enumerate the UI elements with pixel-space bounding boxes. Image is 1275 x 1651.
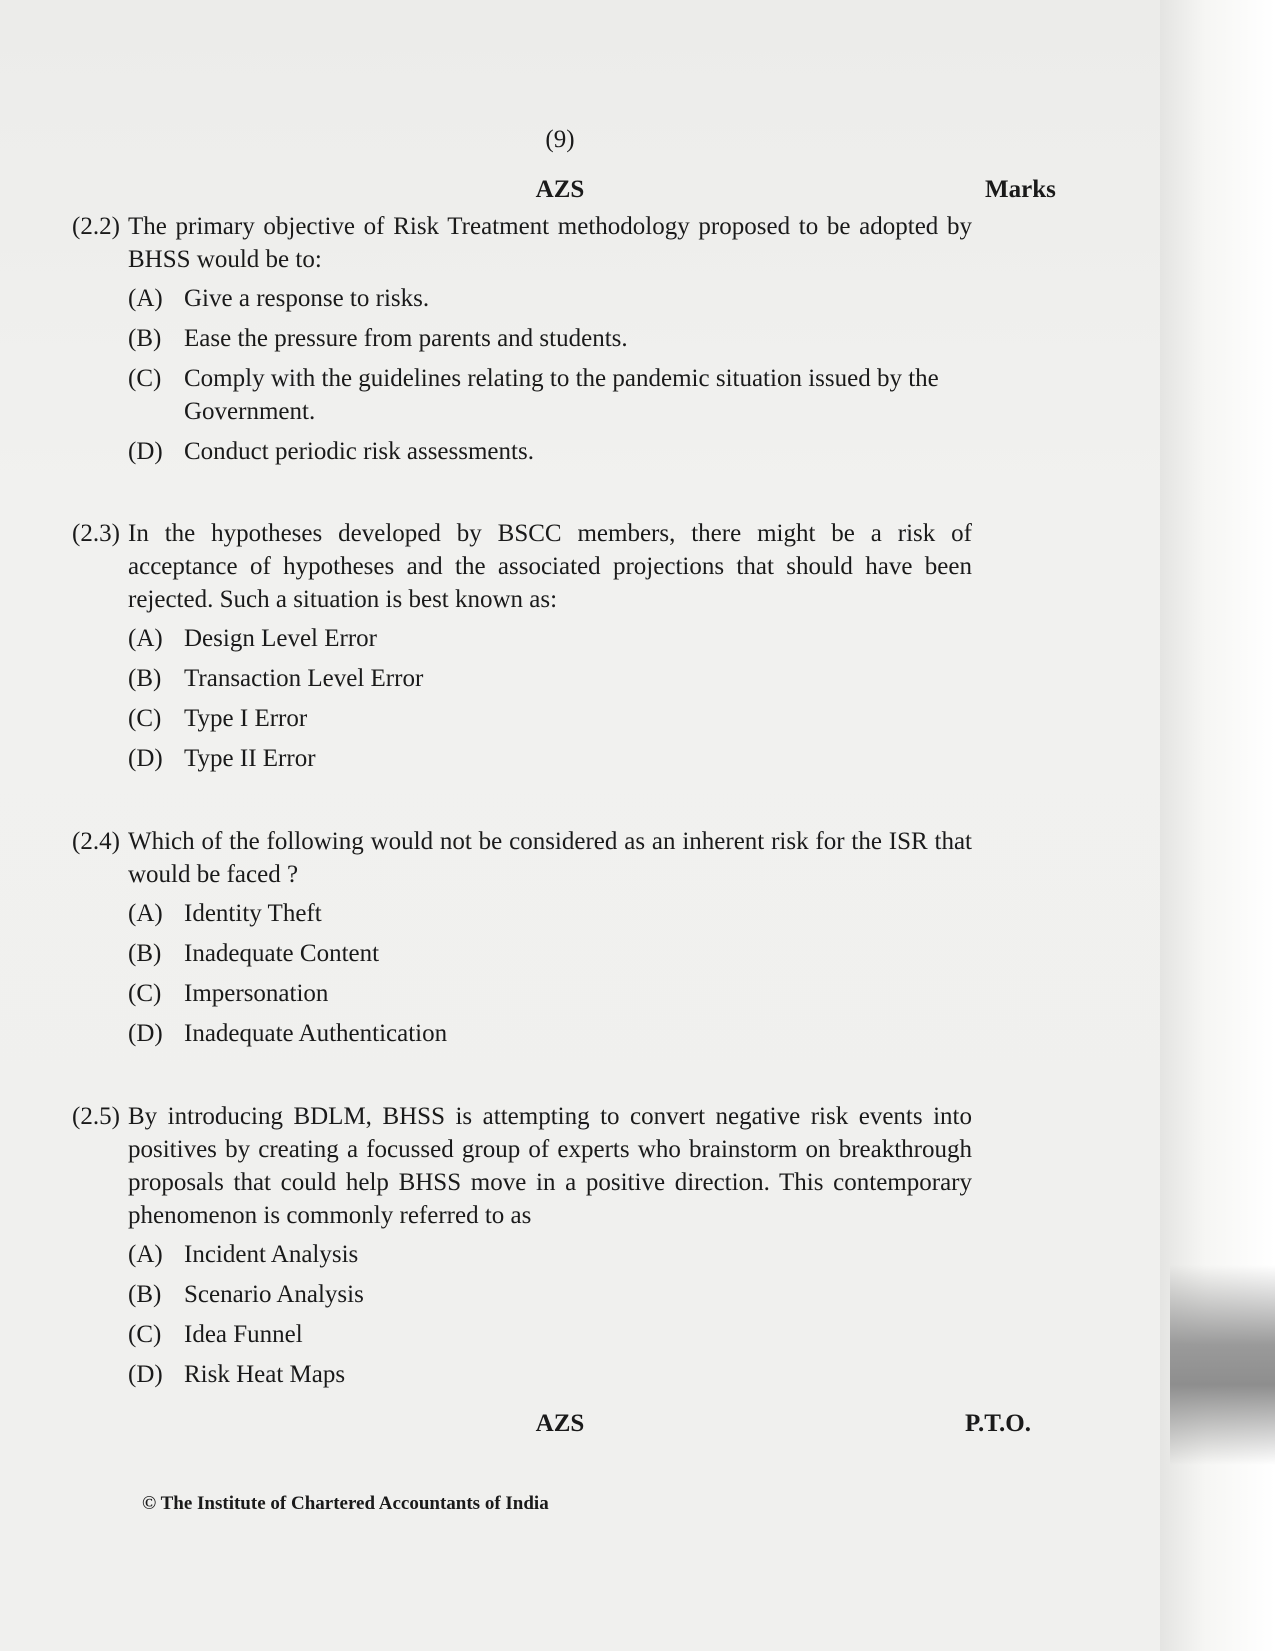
option-text: Scenario Analysis (184, 1281, 364, 1308)
question-number: (2.3) (72, 520, 120, 547)
question-number: (2.2) (72, 213, 120, 240)
option-text: Identity Theft (184, 900, 322, 927)
option-label: (A) (128, 285, 163, 312)
page-number: (9) (545, 126, 575, 153)
option-label: (D) (128, 1020, 163, 1047)
option-text: Comply with the guidelines relating to the pandemic situation issued by the Government. (184, 365, 939, 425)
option-label: (D) (128, 1361, 163, 1388)
option-a (128, 1238, 972, 1271)
copyright-notice: © The Institute of Chartered Accountants of India (142, 1493, 549, 1514)
option-a (128, 282, 972, 315)
option-text: Conduct periodic risk assessments. (184, 438, 534, 465)
option-text: Risk Heat Maps (184, 1361, 346, 1388)
question-number: (2.4) (72, 828, 120, 855)
option-text: Incident Analysis (184, 1241, 359, 1268)
option-d (128, 1358, 972, 1391)
option-label: (B) (128, 665, 162, 692)
option-label: (B) (128, 325, 162, 352)
question-2-2 (72, 210, 972, 475)
scan-shadow (1170, 1265, 1275, 1465)
option-label: (A) (128, 1241, 163, 1268)
option-c (128, 1318, 972, 1351)
option-label: (C) (128, 365, 162, 392)
paper-code-footer: AZS (535, 1410, 585, 1437)
question-number: (2.5) (72, 1103, 120, 1130)
question-text: The primary objective of Risk Treatment methodology proposed to be adopted by BHSS would be to: (128, 213, 972, 273)
option-list (128, 897, 972, 1050)
marks-label: Marks (985, 176, 1056, 203)
question-2-4 (72, 825, 972, 1057)
option-text: Inadequate Authentication (184, 1020, 448, 1047)
option-b (128, 937, 972, 970)
option-label: (B) (128, 940, 162, 967)
option-d (128, 742, 972, 775)
option-text: Impersonation (184, 980, 329, 1007)
option-text: Idea Funnel (184, 1321, 303, 1348)
option-list (128, 1238, 972, 1391)
option-a (128, 622, 972, 655)
option-b (128, 1278, 972, 1311)
option-text: Type I Error (184, 705, 308, 732)
option-c (128, 702, 972, 735)
option-label: (C) (128, 980, 162, 1007)
pto-label: P.T.O. (965, 1410, 1031, 1437)
option-label: (A) (128, 900, 163, 927)
option-text: Inadequate Content (184, 940, 380, 967)
option-text: Transaction Level Error (184, 665, 424, 692)
option-label: (C) (128, 1321, 162, 1348)
option-label: (D) (128, 745, 163, 772)
option-label: (B) (128, 1281, 162, 1308)
option-text: Design Level Error (184, 625, 377, 652)
option-b (128, 662, 972, 695)
option-list (128, 622, 972, 775)
option-label: (A) (128, 625, 163, 652)
option-b (128, 322, 972, 355)
option-text: Type II Error (184, 745, 316, 772)
option-label: (D) (128, 438, 163, 465)
option-c (128, 362, 972, 428)
option-text: Give a response to risks. (184, 285, 430, 312)
question-text: Which of the following would not be considered as an inherent risk for the ISR that would be faced ? (128, 828, 972, 888)
paper-code-header: AZS (535, 176, 585, 203)
option-d (128, 435, 972, 468)
option-list (128, 282, 972, 468)
question-text: In the hypotheses developed by BSCC members, there might be a risk of acceptance of hypotheses and the associated projections that should have been rejected. Such a situation is best known as: (128, 520, 972, 613)
question-2-3 (72, 517, 972, 782)
question-text: By introducing BDLM, BHSS is attempting to convert negative risk events into positives by creating a focussed group of experts who brainstorm on breakthrough proposals that could help BHSS move in a positive direction. This contemporary phenomenon is commonly referred to as (128, 1103, 972, 1229)
option-d (128, 1017, 972, 1050)
option-c (128, 977, 972, 1010)
option-text: Ease the pressure from parents and students. (184, 325, 628, 352)
option-label: (C) (128, 705, 162, 732)
question-2-5 (72, 1100, 972, 1398)
option-a (128, 897, 972, 930)
